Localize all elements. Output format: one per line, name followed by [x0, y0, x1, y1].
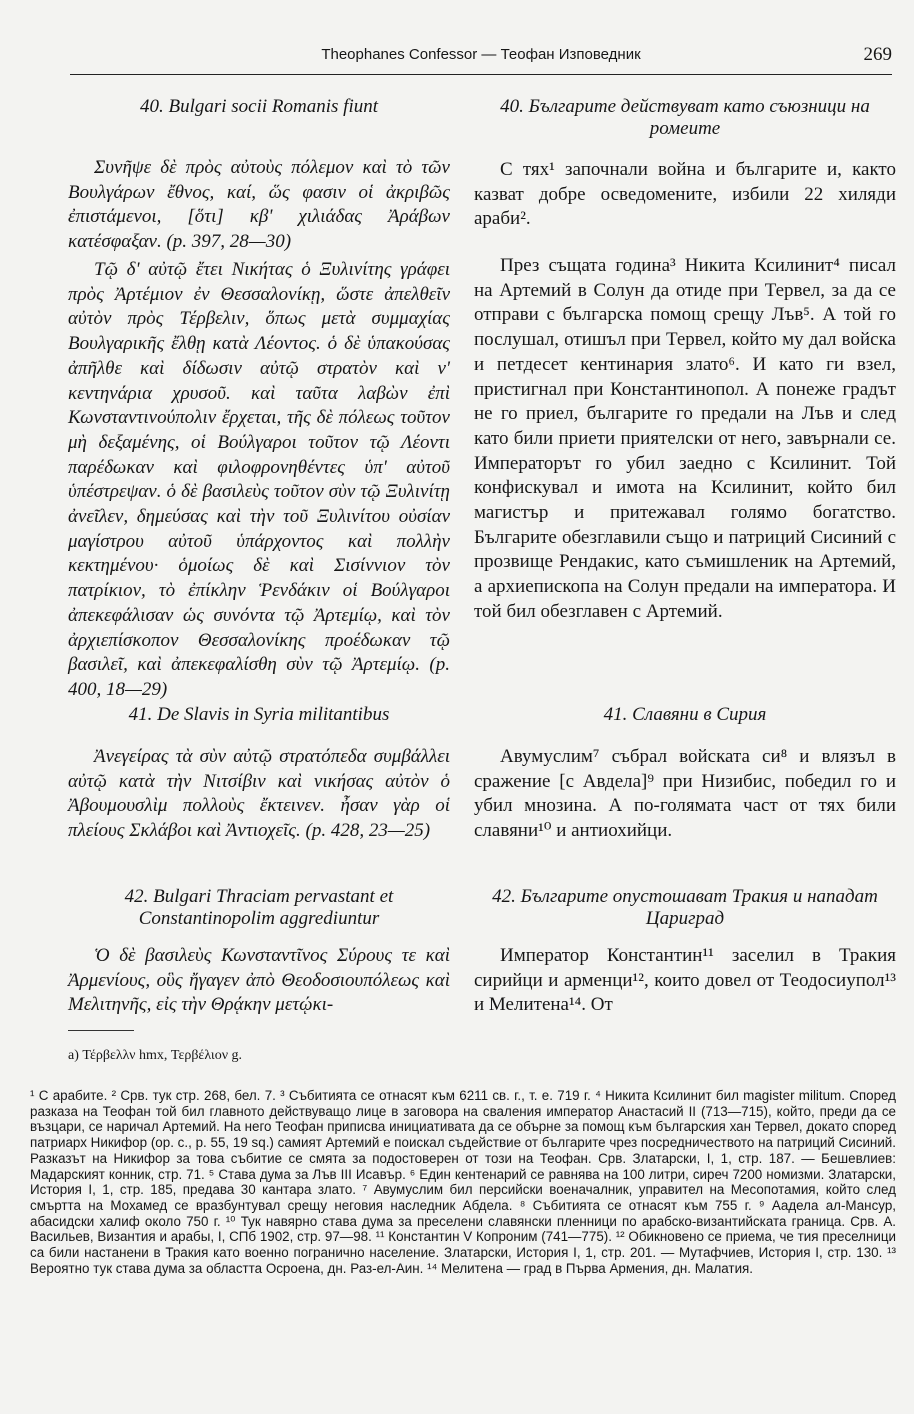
section-40-greek-text-2: Τῷ δ' αὐτῷ ἔτει Νικήτας ὁ Ξυλινίτης γράφει πρὸς Ἀρτέμιον ἐν Θεσσαλονίκῃ, ὥστε ἀπελθεῖν αὐτὸν πρὸς Τέρβελιν, ὅπως μετὰ συμμαχίας Βουλγαρικῆς ἔλθῃ κατὰ Λέοντος. ὁ δὲ ὑπακούσας ἀπῆλθε καὶ δίδωσιν αὐτῷ στρατὸν καὶ ν' κεντηνάρια χρυσοῦ. καὶ ταῦτα λαβὼν ἐπὶ Κωνσταντινούπολιν ἔρχεται, τῆς δὲ πόλεως τοῦτον μὴ δεξαμένης, οἱ Βούλγαροι τοῦτον τῷ Λέοντι παρέδωκαν καὶ φιλοφρονηθέντες ὑπ' αὐτοῦ ὑπέστρεψαν. ὁ δὲ βασιλεὺς τοῦτον σὺν τῷ Ξυλινίτῃ ἀνεῖλεν, δημεύσας καὶ τὴν τοῦ Ξυλινίτου οὐσίαν μαγίστρου αὐτοῦ ὑπάρχοντος καὶ πολλὴν κεκτημένου· ὁμοίως δὲ καὶ Σισίννιον τὸν πατρίκιον, τὸ ἐπίκλην Ῥενδάκιν οἱ Βούλγαροι ἀπεκεφάλισαν ὡς συνόντα τῷ Ἀρτεμίῳ, καὶ τὸν ἀρχιεπίσκοπον Θεσσαλονίκης προέδωκαν τῷ βασιλεῖ, καὶ ἀπεκεφαλίσθη σὺν τῷ Ἀρτεμίῳ. (p. 400, 18—29): [68, 259, 450, 700]
section-40-latin-title: 40. Bulgari socii Romanis fiunt: [139, 96, 379, 117]
section-41-translation: Авумуслим⁷ събрал войската си⁸ и влязъл в сражение [с Авдела]⁹ при Низибис, победил го и убил мнозина. А по-голямата част от тях били славяни¹⁰ и антиохийци.: [474, 746, 896, 842]
section-41-greek-text: Ἀνεγείρας τὰ σὺν αὐτῷ στρατόπεδα συμβάλλει αὐτῷ κατὰ τὴν Νιτσίβιν καὶ νικήσας αὐτὸν ὁ Ἀβουμουσλὶμ πολλοὺς ἔκτεινεν. ἦσαν γὰρ οἱ πλείους Σκλάβοι καὶ Ἀντιοχεῖς. (p. 428, 23—25): [68, 746, 450, 842]
page-number: 269: [863, 44, 892, 65]
section-41-latin-title: 41. De Slavis in Syria militantibus: [128, 704, 390, 725]
section-40-translation-2: През същата година³ Никита Ксилинит⁴ писал на Артемий в Солун да отиде при Тервел, за да се отправи с българска помощ срещу Лъв⁵. А той го послушал, отишъл при Тервел, който му дал войска и петдесет кентинария злато⁶. И като ги взел, пристигнал при Константинопол. А понеже градът не го приел, българите го предали на Лъв и след като били приети приятелски от него, завърнали се. Императорът го убил заедно с Ксилинит. Той конфискувал и имота на Ксилинит, който бил магистър и притежавал голямо богатство. Българите обезглавили също и патриций Сисиний с прозвище Рендакис, като съмишленик на Артемий, а архиепископа на Солун предали на императора. И той бил обезглавен с Артемий.: [474, 255, 896, 622]
footnotes: ¹ С арабите. ² Срв. тук стр. 268, бел. 7. ³ Събитията се отнасят към 6211 св. г., т. е. 719 г. ⁴ Никита Ксилинит бил magister militum. Според разказа на Теофан той бил главното действуващо лице в заговора на сваления император Анастасий II (713—715), който, преди да се възцари, се наричал Артемий. На него Теофан приписва инициативата да се обърне за помощ към българския хан Тервел, докато според патриарх Никифор (op. c., p. 55, 19 sq.) самият Артемий е поискал съдействие от българите чрез посредничеството на патриций Сисиний. Разказът на Никифор за това събитие се смята за подостоверен от този на Теофан. Срв. Златарски, I, 1, стр. 187. — Бешевлиев: Мадарският конник, стр. 71. ⁵ Става дума за Лъв III Исавър. ⁶ Един кентенарий се равнява на 100 литри, сиреч 7200 номизми. Златарски, История I, 1, стр. 185, предава 30 кантара злато. ⁷ Авумуслим бил персийски военачалник, управител на Месопотамия, който след смъртта на Мохамед се вразбунтувал срещу неговия наследник Абдела. ⁸ Събитията се отнасят към 755 г. ⁹ Аадела ал-Мансур, абасидски халиф около 750 г. ¹⁰ Тук навярно става дума за преселени славянски пленници по арабско-византийската граница. Срв. А. Васильев, Византия и арабы, I, СПб 1902, стр. 97—98. ¹¹ Константин V Копроним (741—775). ¹² Обикновено се приема, че тия преселници са били настанени в Тракия като военно погранично население. Златарски, История I, 1, стр. 201. — Мутафчиев, История I, стр. 130. ¹³ Вероятно тук става дума за областта Осроена, дн. Раз-ел-Аин. ¹⁴ Мелитена — град в Първа Армения, дн. Малатия.: [30, 1088, 896, 1276]
section-41-bulgarian-title: 41. Славяни в Сирия: [603, 704, 767, 725]
running-title: Theophanes Confessor — Теофан Изповедник: [321, 46, 641, 63]
critical-apparatus: a) Τέρβελλν hmx, Τερβέλιον g.: [68, 1048, 243, 1063]
apparatus-rule: [68, 1030, 134, 1031]
section-42-bulgarian-title: 42. Българите опустошават Тракия и нападат Цариград: [492, 886, 878, 929]
section-42-greek-text: Ὁ δὲ βασιλεὺς Κωνσταντῖνος Σύρους τε καὶ Ἀρμενίους, οὓς ἤγαγεν ἀπὸ Θεοδοσιουπόλεως καὶ Μελιτηνῆς, εἰς τὴν Θρᾴκην μετῴκι-: [68, 945, 450, 1016]
section-42-latin-title: 42. Bulgari Thraciam pervastant et Constantinopolim aggrediuntur: [124, 886, 394, 929]
section-40-translation-1: С тях¹ започнали война и българите и, както казват добре осведомените, избили 22 хиляди араби².: [474, 159, 896, 230]
section-40-greek-text-1: Συνῆψε δὲ πρὸς αὐτοὺς πόλεμον καὶ τὸ τῶν Βουλγάρων ἔθνος, καί, ὥς φασιν οἱ ἀκριβῶς ἐπιστάμενοι, [ὅτι] κβ' χιλιάδας Ἀράβων κατέσφαξαν. (p. 397, 28—30): [68, 157, 450, 253]
running-header: [70, 44, 892, 75]
section-42-translation: Император Константин¹¹ заселил в Тракия сирийци и арменци¹², които довел от Теодосиупол¹³ и Мелитена¹⁴. От: [474, 945, 896, 1016]
section-40-bulgarian-title: 40. Българите действуват като съюзници на ромеите: [500, 96, 870, 139]
